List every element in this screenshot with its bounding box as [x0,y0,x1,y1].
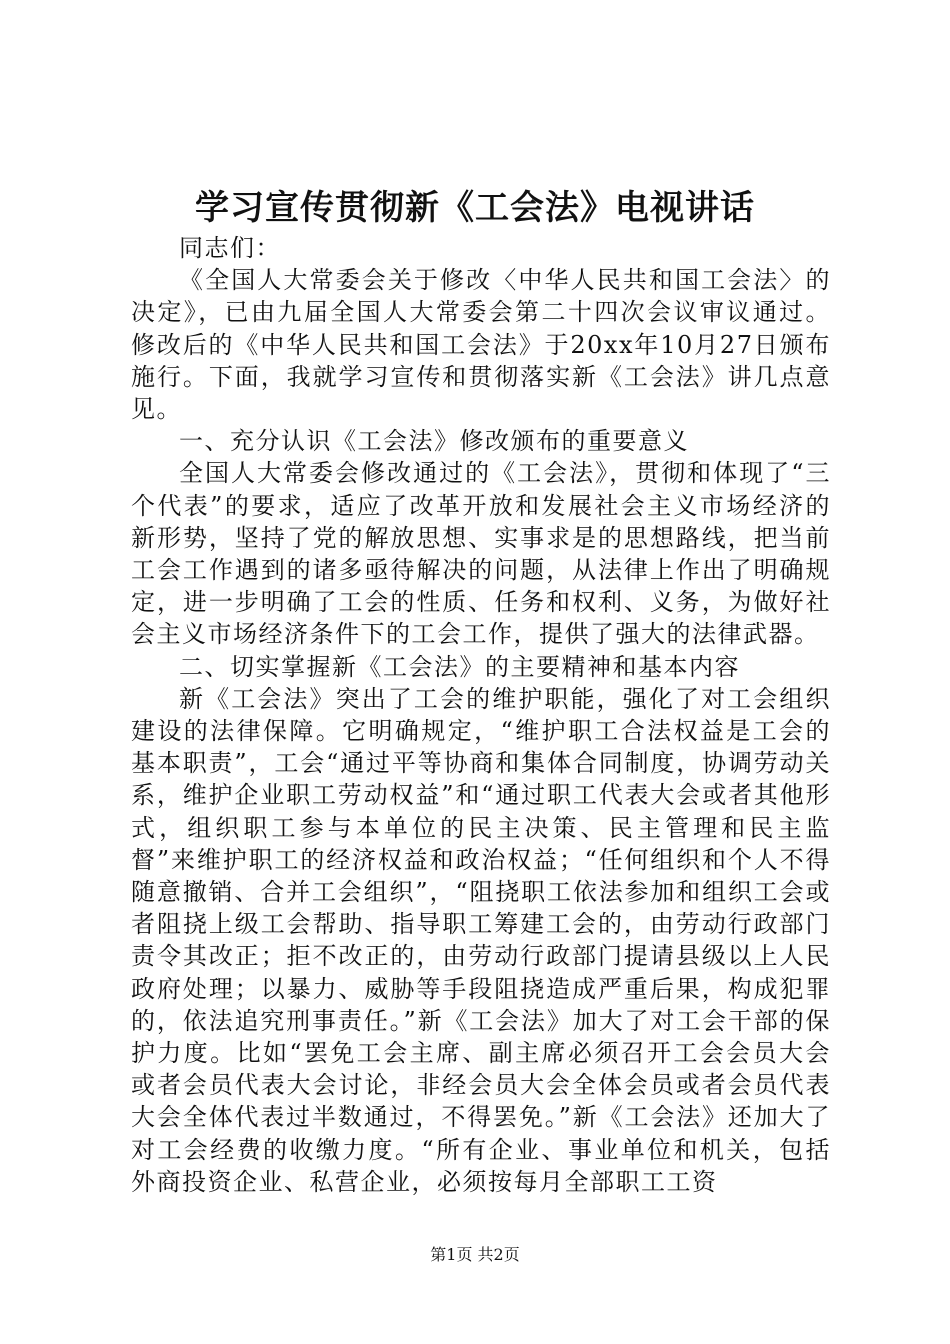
salutation: 同志们： [179,234,281,262]
paragraph-section-2: 新《工会法》突出了工会的维护职能，强化了对工会组织建设的法律保障。它明确规定，“维护职工合法权益是工会的基本职责”，工会“通过平等协商和集体合同制度，协调劳动关系，维护企业职工劳动权益”和“通过职工代表大会或者其他形式，组织职工参与本单位的民主决策、民主管理和民主监督”来维护职工的经济权益和政治权益；“任何组织和个人不得随意撤销、合并工会组织”，“阻挠职工依法参加和组织工会或者阻挠上级工会帮助、指导职工筹建工会的，由劳动行政部门责令其改正；拒不改正的，由劳动行政部门提请县级以上人民政府处理；以暴力、威胁等手段阻挠造成严重后果，构成犯罪的，依法追究刑事责任。”新《工会法》加大了对工会干部的保护力度。比如“罢免工会主席、副主席必须召开工会会员大会或者会员代表大会讨论，非经会员大会全体会员或者会员代表大会全体代表过半数通过，不得罢免。”新《工会法》还加大了对工会经费的收缴力度。“所有企业、事业单位和机关，包括外商投资企业、私营企业，必须按每月全部职工工资 [131,684,831,1196]
section-heading-1: 一、充分认识《工会法》修改颁布的重要意义 [179,427,689,456]
paragraph-section-1: 全国人大常委会修改通过的《工会法》，贯彻和体现了“三个代表”的要求，适应了改革开放和发展社会主义市场经济的新形势，坚持了党的解放思想、实事求是的思想路线，把当前工会工作遇到的诸多亟待解决的问题，从法律上作出了明确规定，进一步明确了工会的性质、任务和权利、义务，为做好社会主义市场经济条件下的工会工作，提供了强大的法律武器。 [131,459,831,649]
paragraph-intro: 《全国人大常委会关于修改〈中华人民共和国工会法〉的决定》，已由九届全国人大常委会第二十四次会议审议通过。修改后的《中华人民共和国工会法》于20xx年10月27日颁布施行。下面，我就学习宣传和贯彻落实新《工会法》讲几点意见。 [131,266,831,424]
document-body [131,232,831,1198]
section-heading-2: 二、切实掌握新《工会法》的主要精神和基本内容 [179,652,740,681]
page-footer: 第1页 共2页 [430,1245,520,1264]
document-title: 学习宣传贯彻新《工会法》电视讲话 [195,188,755,228]
